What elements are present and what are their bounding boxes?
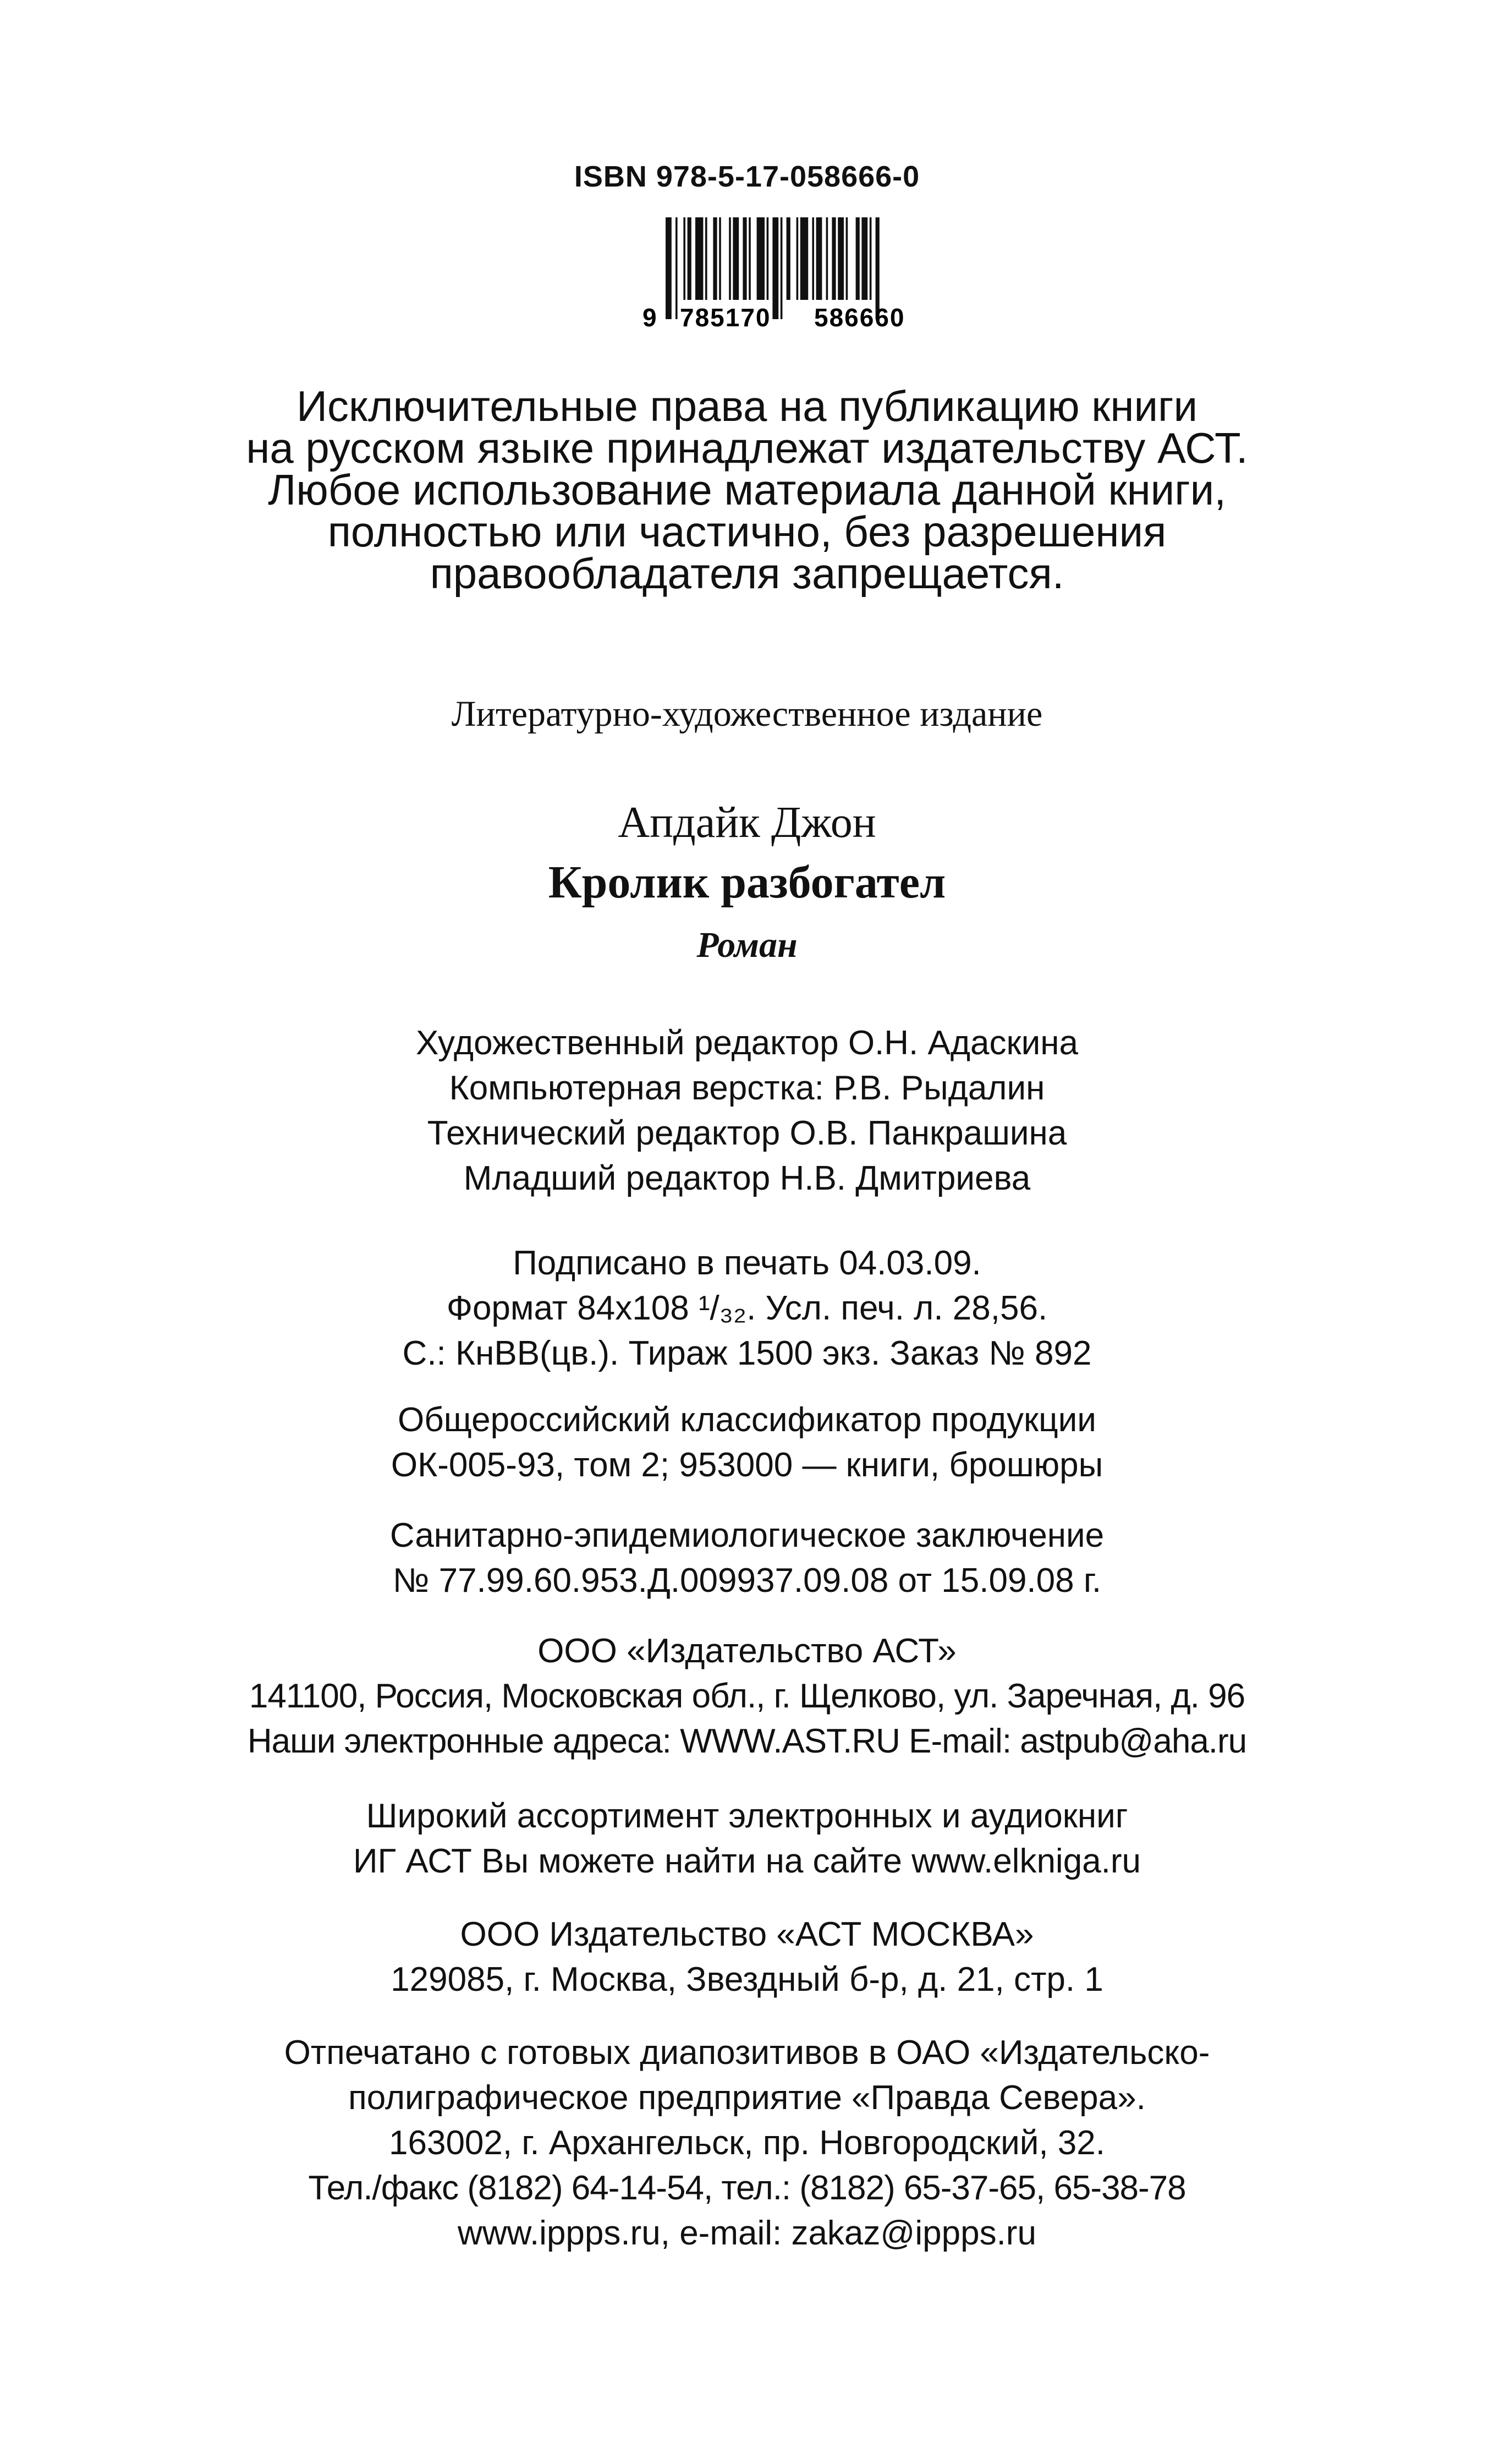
barcode-bar: [666, 217, 672, 319]
barcode-bar: [743, 217, 746, 300]
barcode-bar: [772, 217, 778, 319]
barcode-bar: [826, 217, 828, 300]
moscow-line: ООО Издательство «АСТ МОСКВА»: [460, 1915, 1034, 1953]
barcode-bar: [713, 217, 717, 300]
publisher-line: Наши электронные адреса: WWW.AST.RU E-mail: astpub@aha.ru: [247, 1722, 1247, 1760]
barcode-first-digit: 9: [642, 303, 657, 330]
printer-line: Тел./факс (8182) 64-14-54, тел.: (8182) 65-37-65, 65-38-78: [308, 2169, 1186, 2207]
credit-line: Технический редактор О.В. Панкрашина: [427, 1114, 1067, 1152]
rights-line: правообладателя запрещается.: [430, 549, 1064, 598]
barcode-bar: [787, 217, 790, 300]
print-line: С.: КнВВ(цв.). Тираж 1500 экз. Заказ № 892: [402, 1334, 1092, 1372]
printer-line: 163002, г. Архангельск, пр. Новгородский, 32.: [389, 2124, 1105, 2162]
barcode-bar: [767, 217, 769, 300]
credit-line: Художественный редактор О.Н. Адаскина: [415, 1024, 1078, 1062]
product-classifier: [0, 1398, 1494, 1488]
rights-line: полностью или частично, без разрешения: [327, 507, 1167, 556]
barcode-bar: [695, 217, 703, 300]
printer-line: полиграфическое предприятие «Правда Севера».: [348, 2079, 1146, 2117]
shop-line: Широкий ассортимент электронных и аудиокниг: [366, 1797, 1128, 1835]
barcode-bar: [800, 217, 808, 300]
barcode-bar: [856, 217, 860, 300]
shop-line: ИГ АСТ Вы можете найти на сайте www.elkniga.ru: [353, 1842, 1141, 1880]
printer-line: www.ippps.ru, e-mail: zakaz@ippps.ru: [458, 2214, 1036, 2252]
book-author: Апдайк Джон: [618, 798, 876, 847]
publisher-info: [0, 1629, 1494, 1764]
barcode-group-2: 586660: [814, 303, 905, 330]
print-line: Подписано в печать 04.03.09.: [513, 1244, 981, 1282]
rights-line: Исключительные права на публикацию книги: [296, 382, 1198, 430]
barcode-bar: [846, 217, 848, 300]
rights-line: Любое использование материала данной книги,: [268, 466, 1226, 514]
barcode-bar: [781, 217, 783, 319]
barcode-bar: [675, 217, 678, 319]
print-line: Формат 84x108 ¹/₃₂. Усл. печ. л. 28,56.: [446, 1289, 1048, 1327]
editorial-credits: [0, 1021, 1494, 1201]
moscow-office: [0, 1912, 1494, 2002]
barcode-bar: [797, 217, 799, 300]
barcode-bar: [861, 217, 867, 300]
barcode-bar: [705, 217, 707, 300]
barcode-bar: [832, 217, 836, 300]
barcode-bar: [729, 217, 731, 300]
classifier-line: ОК-005-93, том 2; 953000 — книги, брошюры: [391, 1446, 1103, 1484]
sanitary-line: Санитарно-эпидемиологическое заключение: [389, 1516, 1105, 1554]
credit-line: Компьютерная верстка: Р.В. Рыдалин: [449, 1069, 1045, 1107]
publisher-line: ООО «Издательство АСТ»: [537, 1632, 957, 1670]
sanitary-line: № 77.99.60.953.Д.009937.09.08 от 15.09.08 г.: [392, 1562, 1102, 1600]
shop-info: [0, 1794, 1494, 1884]
print-info: [0, 1241, 1494, 1376]
printer-info: [0, 2030, 1494, 2256]
rights-line: на русском языке принадлежат издательству АСТ.: [246, 424, 1248, 472]
barcode-bar: [816, 217, 822, 300]
credit-line: Младший редактор Н.В. Дмитриева: [463, 1159, 1031, 1197]
sanitary-conclusion: [0, 1513, 1494, 1603]
barcode-bar: [838, 217, 844, 300]
book-title: Кролик разбогател: [548, 857, 946, 908]
printer-line: Отпечатано с готовых диапозитивов в ОАО «Издательско-: [284, 2034, 1210, 2072]
isbn-barcode: [639, 217, 958, 330]
classifier-line: Общероссийский классификатор продукции: [398, 1401, 1096, 1439]
edition-type: Литературно-художественное издание: [451, 694, 1043, 734]
moscow-line: 129085, г. Москва, Звездный б-р, д. 21, стр. 1: [391, 1961, 1103, 1998]
barcode-bar: [870, 217, 872, 300]
book-genre: Роман: [696, 925, 798, 965]
barcode-group-1: 785170: [680, 303, 771, 330]
barcode-bar: [749, 217, 751, 300]
barcode-bar: [757, 217, 765, 300]
barcode-bar: [688, 217, 691, 300]
rights-notice: [0, 382, 1494, 598]
barcode-bar: [683, 217, 685, 300]
barcode-bar: [812, 217, 814, 300]
isbn-label: ISBN 978-5-17-058666-0: [574, 160, 920, 193]
barcode-bar: [733, 217, 739, 300]
publisher-line: 141100, Россия, Московская обл., г. Щелково, ул. Заречная, д. 96: [249, 1677, 1245, 1715]
barcode-bar: [719, 217, 721, 300]
